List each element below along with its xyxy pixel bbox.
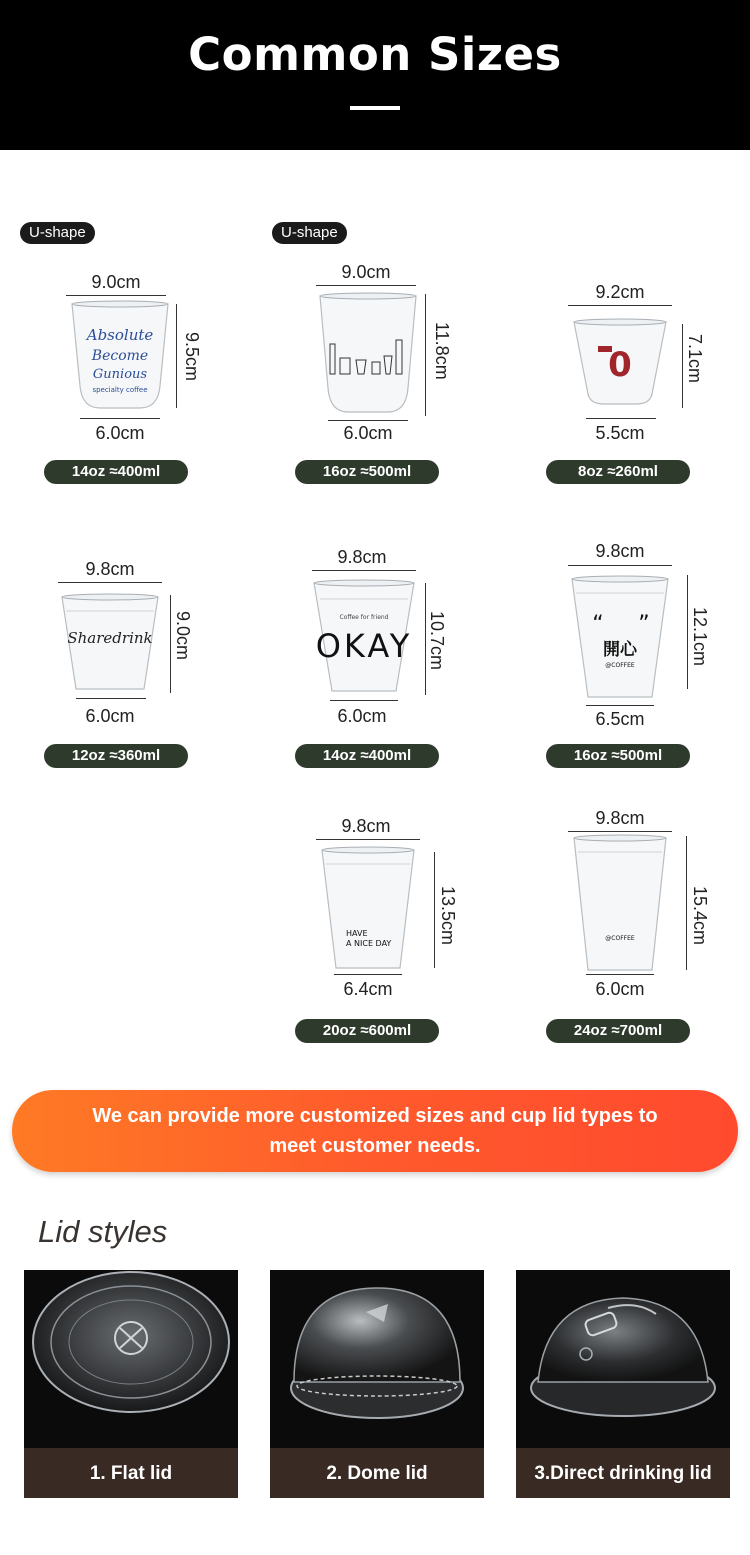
width-dimension-line bbox=[568, 831, 672, 832]
cup-bottom-label: 5.5cm bbox=[595, 423, 645, 443]
cup-print-text: HAVE bbox=[346, 929, 368, 938]
bottom-dimension-line bbox=[586, 974, 654, 975]
cup-card-12oz bbox=[0, 545, 250, 815]
lid-styles-heading: Lid styles bbox=[38, 1214, 168, 1249]
capacity-badge: 16oz ≈500ml bbox=[295, 460, 439, 484]
width-dimension-line bbox=[568, 565, 672, 566]
cup-width-label: 9.2cm bbox=[595, 282, 645, 302]
capacity-badge: 12oz ≈360ml bbox=[44, 744, 188, 768]
cup-print-text: Gunious bbox=[92, 367, 148, 382]
cup-image bbox=[320, 846, 416, 972]
cup-image bbox=[60, 593, 160, 693]
capacity-badge: 20oz ≈600ml bbox=[295, 1019, 439, 1043]
cup-print-text: 開心 bbox=[603, 640, 637, 660]
banner-text bbox=[52, 1101, 698, 1161]
capacity-badge: 24oz ≈700ml bbox=[546, 1019, 690, 1043]
cup-bottom-label: 6.0cm bbox=[85, 706, 135, 726]
height-dimension-line bbox=[682, 324, 683, 408]
cup-bottom-label: 6.0cm bbox=[343, 423, 393, 443]
height-dimension-line bbox=[425, 294, 426, 416]
direct-drinking-lid-image bbox=[516, 1270, 730, 1448]
capacity-badge: 8oz ≈260ml bbox=[546, 460, 690, 484]
height-dimension-line bbox=[170, 595, 171, 693]
cup-width-label: 9.0cm bbox=[341, 262, 391, 282]
lid-label: 3.Direct drinking lid bbox=[516, 1448, 730, 1498]
bottom-dimension-line bbox=[76, 698, 146, 699]
cup-image bbox=[572, 318, 668, 406]
banner-line-1: We can provide more customized sizes and cup lid types to bbox=[92, 1105, 658, 1127]
cup-card-16oz bbox=[500, 535, 750, 805]
flat-lid-image bbox=[24, 1270, 238, 1448]
width-dimension-line bbox=[312, 570, 416, 571]
bottom-dimension-line bbox=[330, 700, 398, 701]
cup-image bbox=[70, 300, 170, 410]
cup-width-label: 9.0cm bbox=[91, 272, 141, 292]
cup-width-label: 9.8cm bbox=[337, 547, 387, 567]
lid-label: 2. Dome lid bbox=[270, 1448, 484, 1498]
cup-print-text: Absolute bbox=[86, 326, 154, 344]
cup-card-8oz bbox=[500, 260, 750, 530]
cup-print-text: Sharedrink bbox=[67, 629, 153, 647]
cup-image bbox=[312, 579, 416, 695]
cup-height-label: 7.1cm bbox=[685, 334, 705, 384]
cup-image bbox=[318, 292, 418, 414]
cup-card-16oz-u bbox=[250, 260, 500, 530]
page-title: Common Sizes bbox=[188, 28, 562, 81]
cup-print-text: ” bbox=[638, 612, 650, 637]
width-dimension-line bbox=[58, 582, 162, 583]
bottom-dimension-line bbox=[80, 418, 160, 419]
height-dimension-line bbox=[176, 304, 177, 408]
cup-card-20oz bbox=[250, 806, 500, 1076]
cup-height-label: 12.1cm bbox=[690, 607, 710, 667]
lid-card-dome bbox=[270, 1270, 484, 1498]
cup-image bbox=[572, 834, 668, 974]
cup-bottom-label: 6.0cm bbox=[95, 423, 145, 443]
cup-print-text: A NICE DAY bbox=[346, 939, 392, 948]
lid-card-flat bbox=[24, 1270, 238, 1498]
capacity-badge: 16oz ≈500ml bbox=[546, 744, 690, 768]
height-dimension-line bbox=[434, 852, 435, 968]
title-underline bbox=[350, 106, 400, 110]
cup-bottom-label: 6.0cm bbox=[337, 706, 387, 726]
cup-print-text: @COFFEE bbox=[605, 935, 635, 942]
cup-image bbox=[570, 575, 670, 701]
custom-sizes-banner bbox=[12, 1090, 738, 1172]
height-dimension-line bbox=[686, 836, 687, 970]
bottom-dimension-line bbox=[328, 420, 408, 421]
bottom-dimension-line bbox=[586, 418, 656, 419]
page-header bbox=[0, 0, 750, 150]
cup-print-text: specialty coffee bbox=[92, 386, 148, 394]
cup-print-text: 0 bbox=[608, 345, 632, 385]
cup-print-text: Coffee for friend bbox=[339, 614, 389, 621]
cup-print-text: @COFFEE bbox=[605, 662, 635, 669]
cup-bottom-label: 6.5cm bbox=[595, 709, 645, 729]
cup-width-label: 9.8cm bbox=[85, 559, 135, 579]
cup-print-text: “ bbox=[592, 612, 604, 637]
cup-width-label: 9.8cm bbox=[595, 541, 645, 561]
width-dimension-line bbox=[568, 305, 672, 306]
cup-height-label: 10.7cm bbox=[427, 611, 447, 671]
width-dimension-line bbox=[316, 285, 416, 286]
cup-height-label: 9.5cm bbox=[182, 332, 202, 382]
lid-card-direct-drinking bbox=[516, 1270, 730, 1498]
cup-width-label: 9.8cm bbox=[341, 816, 391, 836]
capacity-badge: 14oz ≈400ml bbox=[295, 744, 439, 768]
cup-height-label: 9.0cm bbox=[173, 611, 193, 661]
bottom-dimension-line bbox=[586, 705, 654, 706]
capacity-badge: 14oz ≈400ml bbox=[44, 460, 188, 484]
u-shape-tag: U-shape bbox=[272, 222, 347, 244]
cup-height-label: 13.5cm bbox=[438, 886, 458, 946]
cup-card-14oz-u bbox=[0, 260, 250, 530]
lid-label: 1. Flat lid bbox=[24, 1448, 238, 1498]
cup-height-label: 15.4cm bbox=[690, 886, 710, 946]
dome-lid-image bbox=[270, 1270, 484, 1448]
banner-line-2: meet customer needs. bbox=[269, 1135, 481, 1157]
bottom-dimension-line bbox=[334, 974, 402, 975]
cup-height-label: 11.8cm bbox=[432, 322, 452, 380]
cup-print-text: Become bbox=[91, 348, 149, 364]
u-shape-tag: U-shape bbox=[20, 222, 95, 244]
width-dimension-line bbox=[66, 295, 166, 296]
cup-card-24oz bbox=[500, 806, 750, 1076]
cup-bottom-label: 6.4cm bbox=[343, 979, 393, 999]
cup-bottom-label: 6.0cm bbox=[595, 979, 645, 999]
cup-print-text: OKAY bbox=[315, 627, 413, 665]
cup-width-label: 9.8cm bbox=[595, 808, 645, 828]
width-dimension-line bbox=[316, 839, 420, 840]
height-dimension-line bbox=[687, 575, 688, 689]
cup-card-14oz bbox=[250, 545, 500, 815]
